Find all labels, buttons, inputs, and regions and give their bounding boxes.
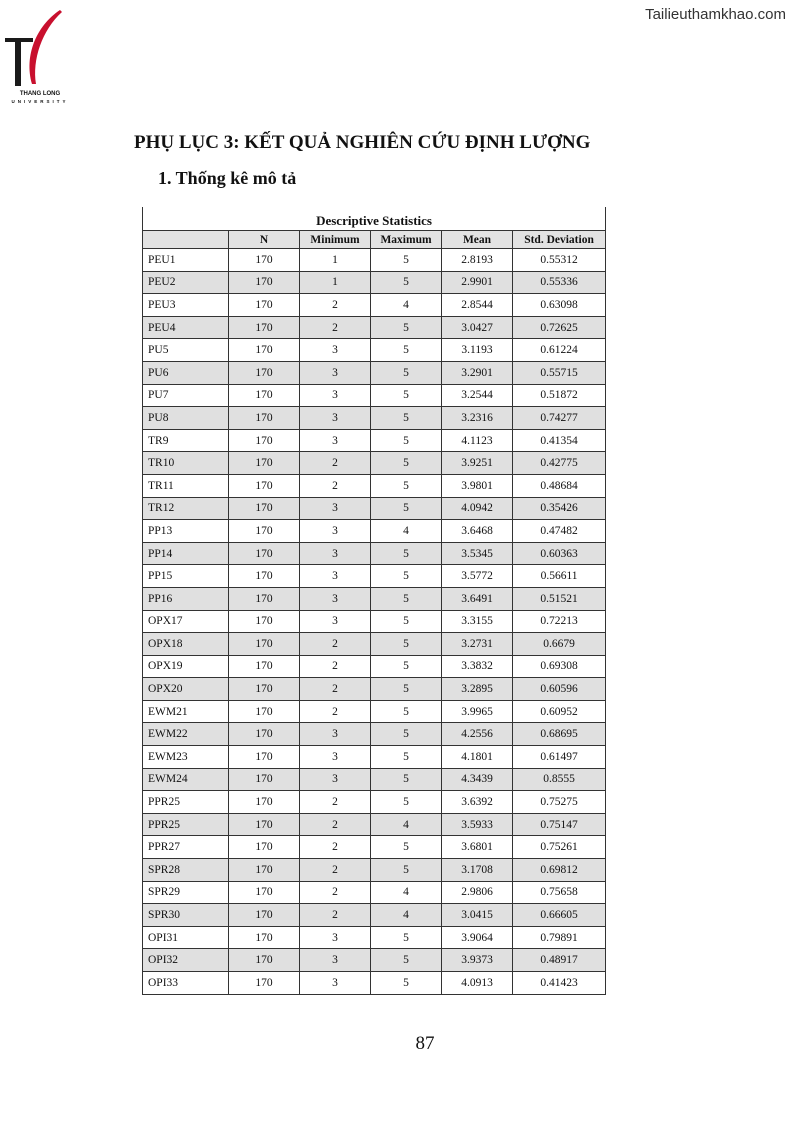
value-cell: 2 [300, 633, 371, 656]
value-cell: 2 [300, 791, 371, 814]
value-cell: 4 [371, 904, 442, 927]
value-cell: 3.5933 [442, 813, 513, 836]
value-cell: 5 [371, 859, 442, 882]
value-cell: 0.61497 [513, 746, 606, 769]
table-row [143, 904, 606, 927]
table-row [143, 407, 606, 430]
value-cell: 5 [371, 723, 442, 746]
value-cell: 1 [300, 249, 371, 272]
value-cell: 0.74277 [513, 407, 606, 430]
value-cell: 5 [371, 587, 442, 610]
value-cell: 3.2316 [442, 407, 513, 430]
value-cell: 170 [229, 384, 300, 407]
value-cell: 3 [300, 768, 371, 791]
descriptive-statistics-table [142, 207, 606, 995]
value-cell: 5 [371, 655, 442, 678]
value-cell: 5 [371, 361, 442, 384]
value-cell: 0.48917 [513, 949, 606, 972]
value-cell: 170 [229, 452, 300, 475]
value-cell: 3.2731 [442, 633, 513, 656]
variable-cell: SPR29 [143, 881, 229, 904]
value-cell: 0.35426 [513, 497, 606, 520]
variable-cell: OPX20 [143, 678, 229, 701]
table-row [143, 633, 606, 656]
value-cell: 2 [300, 474, 371, 497]
value-cell: 3.2895 [442, 678, 513, 701]
value-cell: 2.9901 [442, 271, 513, 294]
table-row [143, 249, 606, 272]
value-cell: 3.9064 [442, 926, 513, 949]
value-cell: 3 [300, 361, 371, 384]
value-cell: 3 [300, 520, 371, 543]
value-cell: 170 [229, 294, 300, 317]
variable-cell: OPI33 [143, 972, 229, 995]
watermark-text: Tailieuthamkhao.com [645, 6, 786, 23]
value-cell: 170 [229, 316, 300, 339]
variable-cell: SPR30 [143, 904, 229, 927]
value-cell: 0.72213 [513, 610, 606, 633]
logo-emblem-icon [2, 4, 74, 92]
value-cell: 3 [300, 949, 371, 972]
table-row [143, 791, 606, 814]
value-cell: 3.2901 [442, 361, 513, 384]
value-cell: 170 [229, 542, 300, 565]
column-header [143, 231, 229, 249]
value-cell: 3 [300, 723, 371, 746]
variable-cell: OPX18 [143, 633, 229, 656]
value-cell: 170 [229, 497, 300, 520]
value-cell: 3 [300, 429, 371, 452]
variable-cell: PU8 [143, 407, 229, 430]
value-cell: 170 [229, 746, 300, 769]
value-cell: 4.1123 [442, 429, 513, 452]
value-cell: 3.0415 [442, 904, 513, 927]
value-cell: 3 [300, 407, 371, 430]
variable-cell: PP14 [143, 542, 229, 565]
value-cell: 170 [229, 949, 300, 972]
table-row [143, 565, 606, 588]
value-cell: 0.60596 [513, 678, 606, 701]
column-header: Std. Deviation [513, 231, 606, 249]
value-cell: 2 [300, 859, 371, 882]
value-cell: 0.68695 [513, 723, 606, 746]
value-cell: 2.9806 [442, 881, 513, 904]
column-header: Mean [442, 231, 513, 249]
value-cell: 170 [229, 791, 300, 814]
table-row [143, 542, 606, 565]
value-cell: 4 [371, 881, 442, 904]
value-cell: 2 [300, 700, 371, 723]
table-row [143, 361, 606, 384]
table-row [143, 972, 606, 995]
university-logo [2, 4, 74, 104]
variable-cell: PU5 [143, 339, 229, 362]
value-cell: 5 [371, 316, 442, 339]
value-cell: 3 [300, 587, 371, 610]
variable-cell: TR12 [143, 497, 229, 520]
value-cell: 5 [371, 542, 442, 565]
variable-cell: PU6 [143, 361, 229, 384]
value-cell: 3 [300, 926, 371, 949]
value-cell: 0.55336 [513, 271, 606, 294]
value-cell: 3.0427 [442, 316, 513, 339]
value-cell: 170 [229, 610, 300, 633]
value-cell: 5 [371, 678, 442, 701]
value-cell: 5 [371, 565, 442, 588]
value-cell: 1 [300, 271, 371, 294]
value-cell: 0.79891 [513, 926, 606, 949]
value-cell: 5 [371, 271, 442, 294]
value-cell: 170 [229, 565, 300, 588]
value-cell: 0.61224 [513, 339, 606, 362]
value-cell: 2.8193 [442, 249, 513, 272]
value-cell: 0.51872 [513, 384, 606, 407]
value-cell: 2 [300, 881, 371, 904]
variable-cell: OPX19 [143, 655, 229, 678]
value-cell: 2 [300, 452, 371, 475]
value-cell: 0.41354 [513, 429, 606, 452]
variable-cell: PEU2 [143, 271, 229, 294]
table-row [143, 949, 606, 972]
value-cell: 3.9801 [442, 474, 513, 497]
table-row [143, 700, 606, 723]
value-cell: 5 [371, 972, 442, 995]
value-cell: 0.55312 [513, 249, 606, 272]
value-cell: 170 [229, 339, 300, 362]
value-cell: 3.1193 [442, 339, 513, 362]
value-cell: 170 [229, 813, 300, 836]
variable-cell: EWM21 [143, 700, 229, 723]
value-cell: 170 [229, 361, 300, 384]
value-cell: 5 [371, 407, 442, 430]
table-row [143, 429, 606, 452]
table-row [143, 474, 606, 497]
value-cell: 5 [371, 249, 442, 272]
value-cell: 5 [371, 836, 442, 859]
value-cell: 4.1801 [442, 746, 513, 769]
value-cell: 2.8544 [442, 294, 513, 317]
value-cell: 3 [300, 339, 371, 362]
value-cell: 170 [229, 429, 300, 452]
variable-cell: TR10 [143, 452, 229, 475]
value-cell: 0.60952 [513, 700, 606, 723]
variable-cell: OPI32 [143, 949, 229, 972]
value-cell: 170 [229, 678, 300, 701]
value-cell: 2 [300, 678, 371, 701]
variable-cell: PPR27 [143, 836, 229, 859]
variable-cell: PU7 [143, 384, 229, 407]
table-row [143, 655, 606, 678]
value-cell: 3 [300, 746, 371, 769]
value-cell: 2 [300, 294, 371, 317]
value-cell: 3.9251 [442, 452, 513, 475]
value-cell: 170 [229, 520, 300, 543]
table-row [143, 813, 606, 836]
value-cell: 5 [371, 791, 442, 814]
value-cell: 2 [300, 836, 371, 859]
value-cell: 0.60363 [513, 542, 606, 565]
variable-cell: OPX17 [143, 610, 229, 633]
value-cell: 3.3832 [442, 655, 513, 678]
value-cell: 3.6468 [442, 520, 513, 543]
value-cell: 5 [371, 700, 442, 723]
table-caption: Descriptive Statistics [143, 207, 606, 231]
variable-cell: PEU4 [143, 316, 229, 339]
value-cell: 2 [300, 316, 371, 339]
value-cell: 0.56611 [513, 565, 606, 588]
variable-cell: EWM24 [143, 768, 229, 791]
table-row [143, 452, 606, 475]
table-row [143, 610, 606, 633]
variable-cell: SPR28 [143, 859, 229, 882]
value-cell: 170 [229, 587, 300, 610]
value-cell: 170 [229, 474, 300, 497]
value-cell: 5 [371, 633, 442, 656]
column-header: Maximum [371, 231, 442, 249]
variable-cell: PP15 [143, 565, 229, 588]
value-cell: 2 [300, 813, 371, 836]
value-cell: 3.5345 [442, 542, 513, 565]
variable-cell: OPI31 [143, 926, 229, 949]
value-cell: 170 [229, 972, 300, 995]
value-cell: 5 [371, 768, 442, 791]
value-cell: 0.47482 [513, 520, 606, 543]
variable-cell: TR9 [143, 429, 229, 452]
value-cell: 0.55715 [513, 361, 606, 384]
variable-cell: TR11 [143, 474, 229, 497]
value-cell: 0.41423 [513, 972, 606, 995]
value-cell: 3.2544 [442, 384, 513, 407]
value-cell: 3 [300, 972, 371, 995]
value-cell: 170 [229, 768, 300, 791]
value-cell: 3.9965 [442, 700, 513, 723]
value-cell: 0.69812 [513, 859, 606, 882]
value-cell: 3.6801 [442, 836, 513, 859]
value-cell: 0.42775 [513, 452, 606, 475]
table-row [143, 926, 606, 949]
value-cell: 3.6491 [442, 587, 513, 610]
column-header: Minimum [300, 231, 371, 249]
table-row [143, 587, 606, 610]
value-cell: 4.0942 [442, 497, 513, 520]
table-row [143, 746, 606, 769]
variable-cell: PPR25 [143, 791, 229, 814]
value-cell: 170 [229, 904, 300, 927]
variable-cell: PP16 [143, 587, 229, 610]
table-row [143, 768, 606, 791]
value-cell: 0.66605 [513, 904, 606, 927]
value-cell: 3 [300, 542, 371, 565]
value-cell: 3.3155 [442, 610, 513, 633]
value-cell: 170 [229, 926, 300, 949]
value-cell: 3 [300, 497, 371, 520]
table-row [143, 836, 606, 859]
table-row [143, 294, 606, 317]
value-cell: 170 [229, 700, 300, 723]
value-cell: 5 [371, 339, 442, 362]
logo-name: THANG LONG [19, 91, 61, 97]
value-cell: 170 [229, 723, 300, 746]
value-cell: 5 [371, 452, 442, 475]
value-cell: 0.6679 [513, 633, 606, 656]
value-cell: 5 [371, 497, 442, 520]
value-cell: 5 [371, 610, 442, 633]
table-row [143, 271, 606, 294]
value-cell: 5 [371, 429, 442, 452]
value-cell: 0.75658 [513, 881, 606, 904]
value-cell: 2 [300, 904, 371, 927]
value-cell: 0.48684 [513, 474, 606, 497]
value-cell: 5 [371, 384, 442, 407]
value-cell: 170 [229, 249, 300, 272]
value-cell: 3 [300, 610, 371, 633]
table-row [143, 881, 606, 904]
value-cell: 0.75275 [513, 791, 606, 814]
table-row [143, 384, 606, 407]
table-row [143, 723, 606, 746]
value-cell: 170 [229, 407, 300, 430]
value-cell: 4 [371, 813, 442, 836]
value-cell: 3.5772 [442, 565, 513, 588]
variable-cell: PP13 [143, 520, 229, 543]
value-cell: 170 [229, 881, 300, 904]
variable-cell: EWM22 [143, 723, 229, 746]
variable-cell: PPR25 [143, 813, 229, 836]
value-cell: 3.6392 [442, 791, 513, 814]
section-heading: 1. Thống kê mô tả [158, 168, 297, 188]
table-row [143, 520, 606, 543]
value-cell: 0.72625 [513, 316, 606, 339]
value-cell: 5 [371, 949, 442, 972]
value-cell: 5 [371, 474, 442, 497]
value-cell: 2 [300, 655, 371, 678]
value-cell: 3 [300, 565, 371, 588]
value-cell: 170 [229, 836, 300, 859]
value-cell: 0.69308 [513, 655, 606, 678]
column-header: N [229, 231, 300, 249]
value-cell: 3.9373 [442, 949, 513, 972]
value-cell: 0.75261 [513, 836, 606, 859]
table-row [143, 497, 606, 520]
variable-cell: PEU1 [143, 249, 229, 272]
value-cell: 4.2556 [442, 723, 513, 746]
value-cell: 4 [371, 294, 442, 317]
value-cell: 4.0913 [442, 972, 513, 995]
value-cell: 0.8555 [513, 768, 606, 791]
variable-cell: PEU3 [143, 294, 229, 317]
value-cell: 4 [371, 520, 442, 543]
value-cell: 0.51521 [513, 587, 606, 610]
value-cell: 3 [300, 384, 371, 407]
value-cell: 170 [229, 633, 300, 656]
value-cell: 4.3439 [442, 768, 513, 791]
page-number: 87 [415, 1033, 435, 1054]
value-cell: 0.63098 [513, 294, 606, 317]
variable-cell: EWM23 [143, 746, 229, 769]
table-row [143, 316, 606, 339]
table-row [143, 859, 606, 882]
appendix-title: PHỤ LỤC 3: KẾT QUẢ NGHIÊN CỨU ĐỊNH LƯỢNG [134, 132, 591, 153]
value-cell: 5 [371, 746, 442, 769]
value-cell: 5 [371, 926, 442, 949]
value-cell: 170 [229, 271, 300, 294]
table-row [143, 339, 606, 362]
value-cell: 0.75147 [513, 813, 606, 836]
table-row [143, 678, 606, 701]
logo-subtitle: UNIVERSITY [11, 99, 69, 104]
value-cell: 3.1708 [442, 859, 513, 882]
value-cell: 170 [229, 655, 300, 678]
value-cell: 170 [229, 859, 300, 882]
